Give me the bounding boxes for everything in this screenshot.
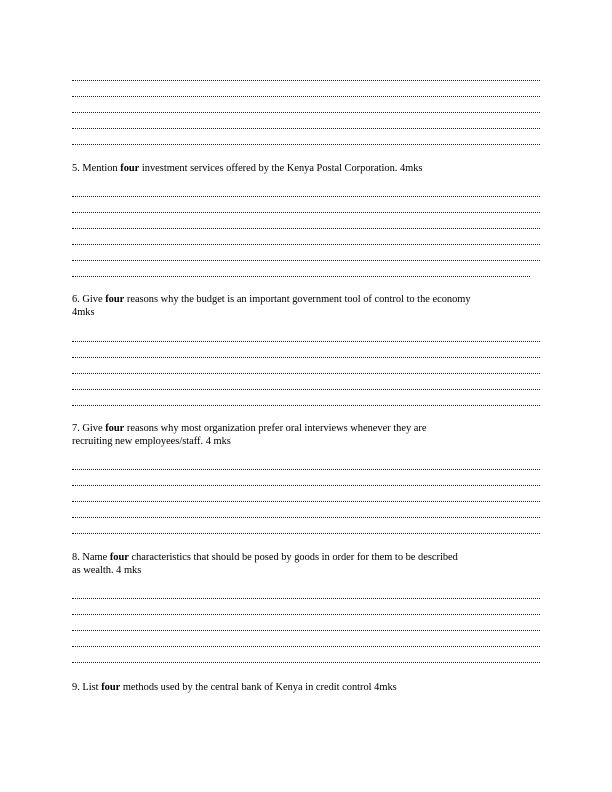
answer-line[interactable] — [72, 228, 540, 229]
answer-line[interactable] — [72, 144, 540, 145]
answer-line[interactable] — [72, 469, 540, 470]
question-continuation: as wealth. 4 mks — [72, 565, 142, 576]
answer-line[interactable] — [72, 196, 540, 197]
answer-line[interactable] — [72, 517, 540, 518]
question-emphasis: four — [105, 294, 125, 305]
question-verb: Mention — [82, 163, 118, 174]
question-emphasis: four — [105, 423, 125, 434]
answer-line[interactable] — [72, 614, 540, 615]
question-5 — [72, 162, 542, 175]
answer-line[interactable] — [72, 501, 540, 502]
answer-line[interactable] — [72, 630, 540, 631]
answer-line[interactable] — [72, 662, 540, 663]
answer-line[interactable] — [72, 485, 540, 486]
question-number: 6. — [72, 294, 80, 305]
question-emphasis: four — [101, 682, 121, 693]
question-verb: Name — [82, 552, 108, 563]
question-7 — [72, 422, 542, 448]
question-emphasis: four — [109, 552, 129, 563]
answer-line[interactable] — [72, 598, 540, 599]
question-text: investment services offered by the Kenya Postal Corporation. 4mks — [141, 163, 423, 174]
answer-line[interactable] — [72, 357, 540, 358]
question-text: methods used by the central bank of Kenya in credit control 4mks — [122, 682, 397, 693]
question-6 — [72, 293, 542, 319]
answer-line[interactable] — [72, 80, 540, 81]
answer-line[interactable] — [72, 112, 540, 113]
question-verb: List — [82, 682, 99, 693]
question-text: reasons why most organization prefer oral interviews whenever they are — [126, 423, 427, 434]
question-continuation: 4mks — [72, 307, 95, 318]
question-continuation: recruiting new employees/staff. 4 mks — [72, 436, 231, 447]
question-8 — [72, 551, 542, 577]
question-verb: Give — [82, 294, 103, 305]
question-verb: Give — [82, 423, 103, 434]
answer-line[interactable] — [72, 373, 540, 374]
answer-line[interactable] — [72, 212, 540, 213]
question-number: 9. — [72, 682, 80, 693]
answer-line[interactable] — [72, 96, 540, 97]
answer-line[interactable] — [72, 405, 540, 406]
answer-line[interactable] — [72, 341, 540, 342]
answer-line[interactable] — [72, 260, 540, 261]
question-number: 7. — [72, 423, 80, 434]
answer-line[interactable] — [72, 128, 540, 129]
question-number: 5. — [72, 163, 80, 174]
question-emphasis: four — [120, 163, 140, 174]
question-9 — [72, 681, 542, 694]
answer-line[interactable] — [72, 646, 540, 647]
question-text: reasons why the budget is an important government tool of control to the economy — [126, 294, 471, 305]
question-number: 8. — [72, 552, 80, 563]
answer-line[interactable] — [72, 276, 530, 277]
question-text: characteristics that should be posed by goods in order for them to be described — [131, 552, 458, 563]
answer-line[interactable] — [72, 533, 540, 534]
answer-line[interactable] — [72, 244, 540, 245]
answer-line[interactable] — [72, 389, 540, 390]
